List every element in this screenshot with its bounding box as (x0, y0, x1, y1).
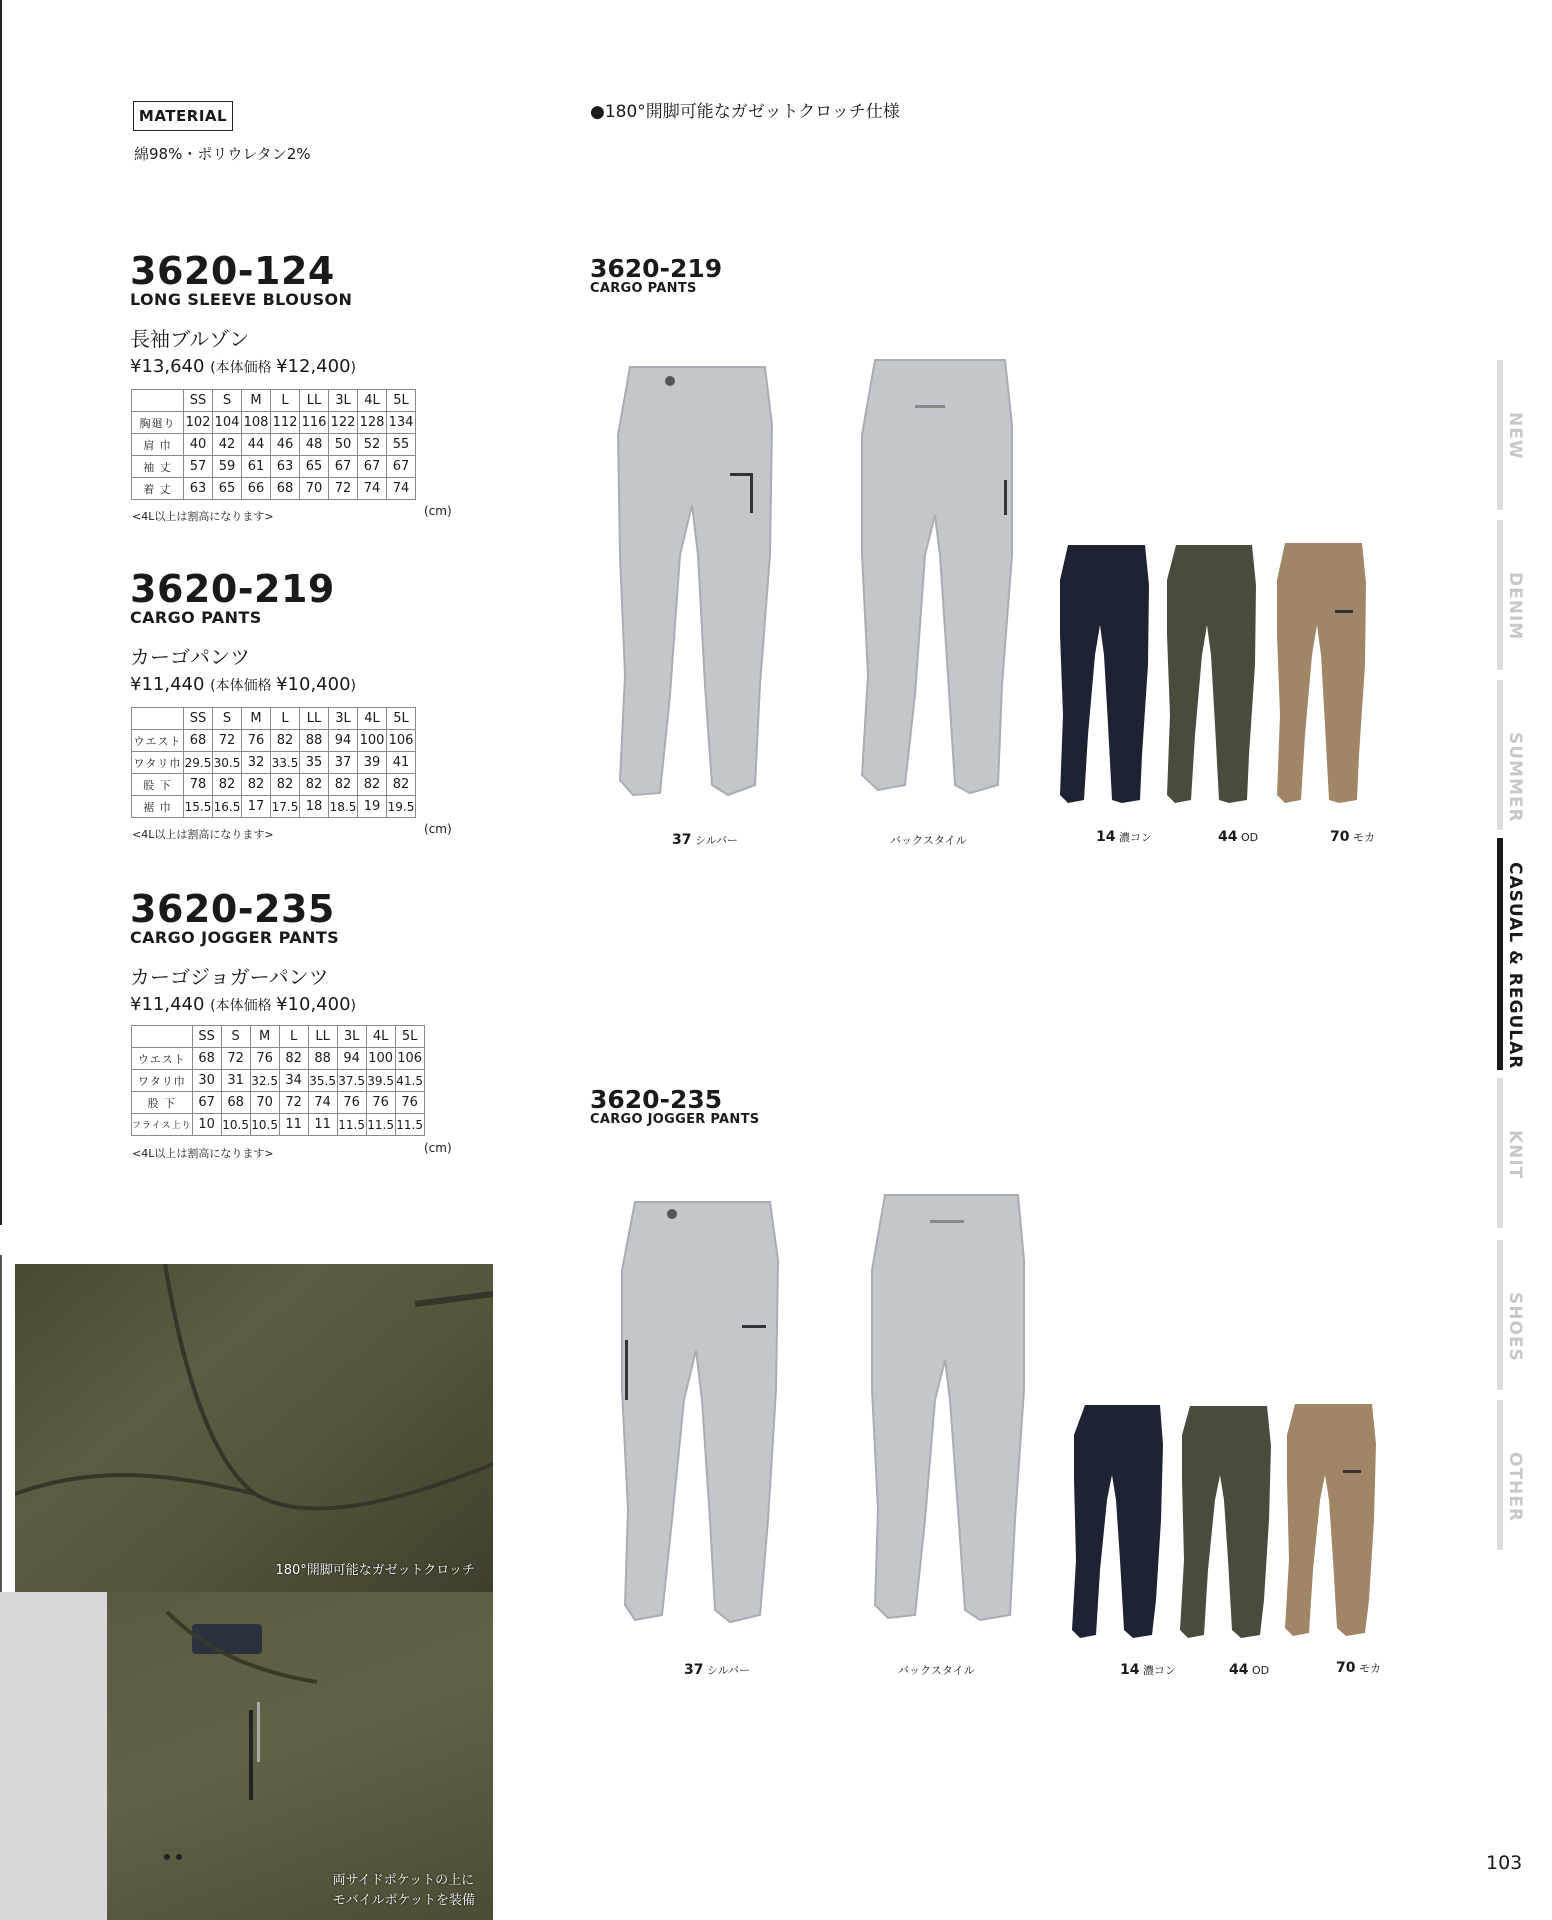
measure-label: 袖 丈 (132, 456, 184, 478)
jogger-od (1180, 1406, 1271, 1638)
side-nav-bar (1497, 1078, 1503, 1228)
side-nav-item[interactable]: DENIM (1505, 572, 1525, 641)
photo-section-header (590, 1087, 759, 1127)
side-nav-item[interactable]: KNIT (1505, 1130, 1525, 1180)
size-header-cell: 5L (395, 1026, 424, 1048)
measure-value: 134 (387, 412, 416, 434)
size-header-cell: L (279, 1026, 308, 1048)
photo-section-name: CARGO PANTS (590, 281, 697, 296)
size-header-cell: 3L (337, 1026, 366, 1048)
measure-value: 68 (221, 1092, 250, 1114)
size-header-cell: S (221, 1026, 250, 1048)
measure-value: 106 (395, 1048, 424, 1070)
detail-photo-mobile-pocket (107, 1592, 493, 1920)
measure-value: 65 (300, 456, 329, 478)
measure-value: 82 (242, 774, 271, 796)
product-price (130, 994, 356, 1015)
measure-label: ワタリ巾 (132, 752, 184, 774)
detail-caption: 両サイドポケットの上に モバイルポケットを装備 (332, 1873, 475, 1908)
size-header-cell: SS (184, 390, 213, 412)
measure-value: 59 (213, 456, 242, 478)
size-header-cell: SS (192, 1026, 221, 1048)
size-header-cell: 4L (366, 1026, 395, 1048)
measure-label: ウエスト (132, 730, 184, 752)
measure-value: 82 (271, 774, 300, 796)
side-nav-item[interactable]: SHOES (1505, 1292, 1525, 1362)
measure-value: 116 (300, 412, 329, 434)
measure-value: 40 (184, 434, 213, 456)
product-block (130, 249, 356, 377)
measure-label: ワタリ巾 (132, 1070, 193, 1092)
measure-value: 82 (300, 774, 329, 796)
measure-value: 82 (387, 774, 416, 796)
size-unit: (cm) (424, 1141, 452, 1155)
measure-value: 88 (308, 1048, 337, 1070)
measure-value: 33.5 (271, 752, 300, 774)
size-row (132, 434, 416, 456)
measure-value: 55 (387, 434, 416, 456)
measure-value: 11.5 (395, 1114, 424, 1136)
measure-value: 34 (279, 1070, 308, 1092)
measure-value: 29.5 (184, 752, 213, 774)
measure-label: ウエスト (132, 1048, 193, 1070)
color-caption: 70 モカ (1336, 1660, 1381, 1676)
size-header-cell: LL (300, 708, 329, 730)
corner-cell (132, 1026, 193, 1048)
material-text: 綿98%・ポリウレタン2% (134, 145, 311, 163)
measure-value: 37 (329, 752, 358, 774)
measure-value: 11.5 (337, 1114, 366, 1136)
size-header-cell: LL (300, 390, 329, 412)
measure-value: 82 (358, 774, 387, 796)
size-header-cell: S (213, 708, 242, 730)
product-price (130, 356, 356, 377)
color-caption: 44 OD (1229, 1662, 1270, 1678)
size-table (131, 707, 416, 818)
size-table (131, 389, 416, 500)
color-caption: 44 OD (1218, 829, 1259, 845)
color-caption: 37 シルバー (672, 832, 738, 848)
measure-value: 18 (300, 796, 329, 818)
color-caption: 37 シルバー (684, 1662, 750, 1678)
size-header-cell: S (213, 390, 242, 412)
size-row (132, 774, 416, 796)
measure-value: 68 (271, 478, 300, 500)
page-number: 103 (1486, 1852, 1523, 1874)
product-block (130, 887, 356, 1015)
base-price-label: (本体価格 (210, 998, 272, 1014)
photo-section-name: CARGO JOGGER PANTS (590, 1112, 760, 1127)
size-header-cell: L (271, 708, 300, 730)
side-nav-bar (1497, 360, 1503, 510)
measure-value: 63 (184, 478, 213, 500)
photo-section-header (590, 256, 722, 296)
photo-section-code: 3620-219 (590, 254, 723, 283)
base-price-close: ) (350, 998, 356, 1014)
measure-value: 82 (271, 730, 300, 752)
side-nav-item[interactable]: NEW (1505, 412, 1525, 460)
product-name-en: CARGO PANTS (130, 608, 262, 627)
product-name-en: LONG SLEEVE BLOUSON (130, 290, 353, 309)
pants-photo-row-1 (600, 355, 1480, 825)
side-nav-bar (1497, 838, 1503, 1070)
measure-value: 41 (387, 752, 416, 774)
measure-value: 65 (213, 478, 242, 500)
side-nav-item[interactable]: CASUAL & REGULAR (1505, 862, 1525, 1070)
measure-value: 11 (308, 1114, 337, 1136)
size-table (131, 1025, 425, 1136)
measure-value: 108 (242, 412, 271, 434)
side-nav-bar (1497, 520, 1503, 670)
measure-value: 74 (387, 478, 416, 500)
measure-value: 30 (192, 1070, 221, 1092)
jogger-silver-front (622, 1202, 778, 1622)
price-tax-incl: ¥11,440 (130, 674, 205, 695)
corner-cell (132, 390, 184, 412)
corner-cell (132, 708, 184, 730)
measure-value: 11 (279, 1114, 308, 1136)
measure-value: 44 (242, 434, 271, 456)
measure-value: 66 (242, 478, 271, 500)
measure-value: 112 (271, 412, 300, 434)
detail-caption: 180°開脚可能なガゼットクロッチ (275, 1563, 475, 1578)
measure-value: 10.5 (250, 1114, 279, 1136)
side-nav-bar (1497, 1240, 1503, 1390)
measure-value: 76 (337, 1092, 366, 1114)
size-row (132, 1048, 425, 1070)
measure-value: 32.5 (250, 1070, 279, 1092)
measure-label: 肩 巾 (132, 434, 184, 456)
size-header-row (132, 1026, 425, 1048)
size-header-cell: 3L (329, 390, 358, 412)
measure-label: 股 下 (132, 774, 184, 796)
measure-value: 52 (358, 434, 387, 456)
measure-label: 着 丈 (132, 478, 184, 500)
pants-silver-front (618, 367, 772, 795)
measure-value: 48 (300, 434, 329, 456)
size-header-cell: 3L (329, 708, 358, 730)
pants-od (1167, 545, 1256, 803)
measure-value: 82 (329, 774, 358, 796)
color-caption: 70 モカ (1330, 829, 1375, 845)
measure-value: 35 (300, 752, 329, 774)
side-nav-item[interactable]: OTHER (1505, 1452, 1525, 1522)
side-nav-bar (1497, 1400, 1503, 1550)
measure-value: 63 (271, 456, 300, 478)
jogger-navy (1072, 1405, 1163, 1638)
measure-value: 17 (242, 796, 271, 818)
measure-value: 67 (192, 1092, 221, 1114)
base-price-label: (本体価格 (210, 360, 272, 376)
measure-value: 57 (184, 456, 213, 478)
size-header-cell: 4L (358, 708, 387, 730)
measure-value: 74 (358, 478, 387, 500)
measure-value: 67 (329, 456, 358, 478)
measure-value: 37.5 (337, 1070, 366, 1092)
base-price: ¥10,400 (276, 674, 351, 695)
photo-section-code: 3620-235 (590, 1085, 723, 1114)
side-nav-item[interactable]: SUMMER (1505, 732, 1525, 823)
measure-value: 76 (250, 1048, 279, 1070)
size-row (132, 796, 416, 818)
gusset-seam-lines (15, 1264, 493, 1592)
size-header-cell: M (242, 390, 271, 412)
size-header-cell: M (242, 708, 271, 730)
size-header-row (132, 708, 416, 730)
base-price-close: ) (350, 360, 356, 376)
measure-value: 41.5 (395, 1070, 424, 1092)
measure-value: 72 (221, 1048, 250, 1070)
price-tax-incl: ¥11,440 (130, 994, 205, 1015)
detail-photo-gusset (15, 1264, 493, 1592)
measure-value: 74 (308, 1092, 337, 1114)
measure-value: 50 (329, 434, 358, 456)
size-unit: (cm) (424, 504, 452, 518)
measure-value: 68 (192, 1048, 221, 1070)
size-note: <4L以上は割高になります> (132, 1147, 274, 1160)
measure-value: 100 (366, 1048, 395, 1070)
product-name-jp: カーゴジョガーパンツ (130, 965, 329, 989)
color-caption: 14 濃コン (1120, 1662, 1176, 1678)
measure-value: 68 (184, 730, 213, 752)
product-code: 3620-235 (130, 887, 335, 931)
size-note: <4L以上は割高になります> (132, 828, 274, 841)
jogger-moka (1285, 1404, 1376, 1636)
measure-label: 胸廻り (132, 412, 184, 434)
size-unit: (cm) (424, 822, 452, 836)
measure-value: 10 (192, 1114, 221, 1136)
measure-value: 82 (279, 1048, 308, 1070)
product-name-en: CARGO JOGGER PANTS (130, 928, 340, 947)
product-code: 3620-124 (130, 249, 335, 293)
size-header-cell: LL (308, 1026, 337, 1048)
measure-label: 裾 巾 (132, 796, 184, 818)
detail-photo-background (0, 1592, 107, 1920)
measure-value: 70 (250, 1092, 279, 1114)
size-row (132, 752, 416, 774)
measure-label: 股 下 (132, 1092, 193, 1114)
measure-value: 42 (213, 434, 242, 456)
measure-value: 72 (329, 478, 358, 500)
product-code: 3620-219 (130, 567, 335, 611)
measure-value: 15.5 (184, 796, 213, 818)
product-price (130, 674, 356, 695)
size-header-cell: 4L (358, 390, 387, 412)
measure-value: 76 (366, 1092, 395, 1114)
measure-value: 61 (242, 456, 271, 478)
measure-value: 31 (221, 1070, 250, 1092)
jogger-silver-back (872, 1195, 1024, 1620)
measure-label: フライス上り (132, 1114, 193, 1136)
measure-value: 35.5 (308, 1070, 337, 1092)
size-header-row (132, 390, 416, 412)
feature-note: ●180°開脚可能なガゼットクロッチ仕様 (590, 102, 900, 122)
pants-moka (1277, 543, 1366, 803)
color-caption: バックスタイル (890, 834, 967, 847)
material-label: MATERIAL (133, 101, 233, 131)
measure-value: 76 (395, 1092, 424, 1114)
measure-value: 19.5 (387, 796, 416, 818)
product-name-jp: カーゴパンツ (130, 645, 250, 669)
measure-value: 30.5 (213, 752, 242, 774)
size-row (132, 1070, 425, 1092)
base-price-close: ) (350, 678, 356, 694)
measure-value: 39.5 (366, 1070, 395, 1092)
measure-value: 72 (213, 730, 242, 752)
size-row (132, 1092, 425, 1114)
product-block (130, 567, 356, 695)
measure-value: 76 (242, 730, 271, 752)
base-price-label: (本体価格 (210, 678, 272, 694)
price-tax-incl: ¥13,640 (130, 356, 205, 377)
pants-silver-back (862, 360, 1012, 793)
measure-value: 128 (358, 412, 387, 434)
measure-value: 70 (300, 478, 329, 500)
size-header-cell: L (271, 390, 300, 412)
pants-navy (1060, 545, 1149, 803)
measure-value: 32 (242, 752, 271, 774)
size-row (132, 412, 416, 434)
size-note: <4L以上は割高になります> (132, 510, 274, 523)
measure-value: 67 (358, 456, 387, 478)
measure-value: 122 (329, 412, 358, 434)
product-name-jp: 長袖ブルゾン (130, 327, 250, 351)
measure-value: 16.5 (213, 796, 242, 818)
size-header-cell: 5L (387, 708, 416, 730)
side-nav-bar (1497, 680, 1503, 830)
measure-value: 78 (184, 774, 213, 796)
size-row (132, 730, 416, 752)
measure-value: 10.5 (221, 1114, 250, 1136)
measure-value: 72 (279, 1092, 308, 1114)
measure-value: 106 (387, 730, 416, 752)
color-caption: 14 濃コン (1096, 829, 1152, 845)
measure-value: 104 (213, 412, 242, 434)
color-caption: バックスタイル (898, 1664, 975, 1677)
left-margin-rule (0, 0, 2, 1225)
size-header-cell: 5L (387, 390, 416, 412)
measure-value: 100 (358, 730, 387, 752)
measure-value: 17.5 (271, 796, 300, 818)
size-header-cell: SS (184, 708, 213, 730)
measure-value: 94 (337, 1048, 366, 1070)
measure-value: 19 (358, 796, 387, 818)
measure-value: 11.5 (366, 1114, 395, 1136)
measure-value: 88 (300, 730, 329, 752)
measure-value: 94 (329, 730, 358, 752)
measure-value: 46 (271, 434, 300, 456)
size-row (132, 478, 416, 500)
size-row (132, 1114, 425, 1136)
measure-value: 102 (184, 412, 213, 434)
measure-value: 82 (213, 774, 242, 796)
measure-value: 18.5 (329, 796, 358, 818)
size-row (132, 456, 416, 478)
measure-value: 39 (358, 752, 387, 774)
size-header-cell: M (250, 1026, 279, 1048)
measure-value: 67 (387, 456, 416, 478)
pants-photo-row-2 (600, 1190, 1480, 1660)
base-price: ¥10,400 (276, 994, 351, 1015)
base-price: ¥12,400 (276, 356, 351, 377)
